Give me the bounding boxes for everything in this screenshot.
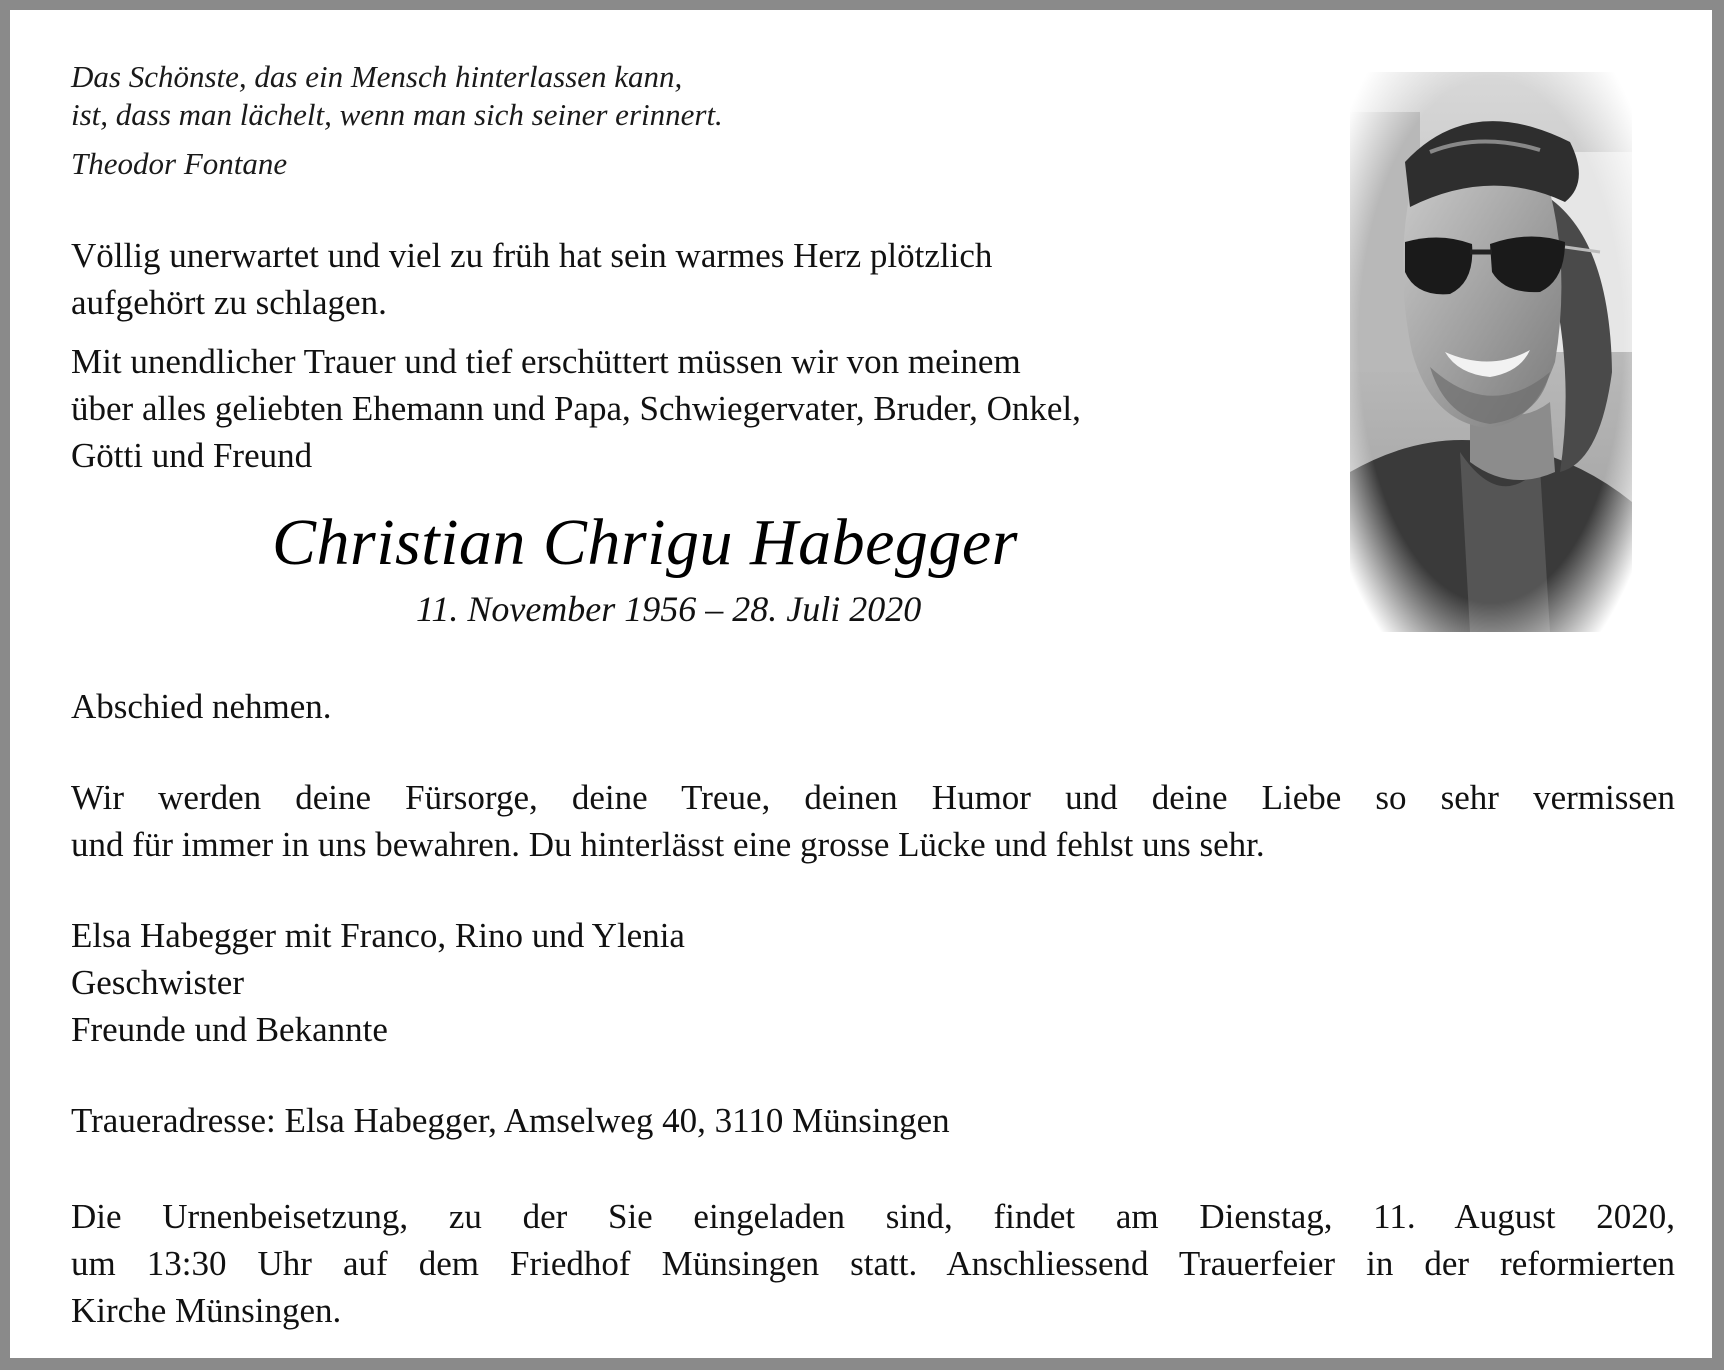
intro-line: aufgehört zu schlagen.	[71, 283, 387, 322]
mourner-line: Geschwister	[71, 963, 245, 1002]
intro-line: Mit unendlicher Trauer und tief erschüttert müssen wir von meinem	[71, 342, 1021, 381]
intro-line: Völlig unerwartet und viel zu früh hat sein warmes Herz plötzlich	[71, 236, 993, 275]
tribute-paragraph	[71, 774, 1675, 868]
intro-paragraph-2	[71, 338, 1081, 479]
ceremony-line: Kirche Münsingen.	[71, 1291, 342, 1330]
mourner-line: Elsa Habegger mit Franco, Rino und Ylenia	[71, 916, 685, 955]
deceased-name: Christian Chrigu Habegger	[272, 506, 1018, 579]
quote-line-1: Das Schönste, das ein Mensch hinterlassen kann,	[71, 59, 683, 94]
quote-author: Theodor Fontane	[71, 146, 288, 181]
mourners-list	[71, 912, 685, 1053]
intro-line: über alles geliebten Ehemann und Papa, Schwiegervater, Bruder, Onkel,	[71, 389, 1081, 428]
mourner-line: Freunde und Bekannte	[71, 1010, 388, 1049]
intro-paragraph-1	[71, 232, 992, 326]
portrait-image	[1350, 72, 1632, 632]
quote-line-2: ist, dass man lächelt, wenn man sich seiner erinnert.	[71, 97, 723, 132]
life-dates: 11. November 1956 – 28. Juli 2020	[416, 589, 922, 629]
ceremony-line: Die Urnenbeisetzung, zu der Sie eingeladen sind, findet am Dienstag, 11. August 2020,	[71, 1197, 1675, 1236]
tribute-line: Wir werden deine Fürsorge, deine Treue, deinen Humor und deine Liebe so sehr vermissen	[71, 778, 1675, 817]
tribute-line: und für immer in uns bewahren. Du hinterlässt eine grosse Lücke und fehlst uns sehr.	[71, 825, 1265, 864]
mourning-address: Traueradresse: Elsa Habegger, Amselweg 40, 3110 Münsingen	[71, 1101, 950, 1140]
portrait-photo	[1350, 72, 1632, 632]
ceremony-line: um 13:30 Uhr auf dem Friedhof Münsingen statt. Anschliessend Trauerfeier in der reformierten	[71, 1244, 1675, 1283]
farewell-line: Abschied nehmen.	[71, 687, 332, 726]
quote	[71, 58, 723, 134]
intro-line: Götti und Freund	[71, 436, 313, 475]
ceremony-paragraph	[71, 1193, 1675, 1334]
